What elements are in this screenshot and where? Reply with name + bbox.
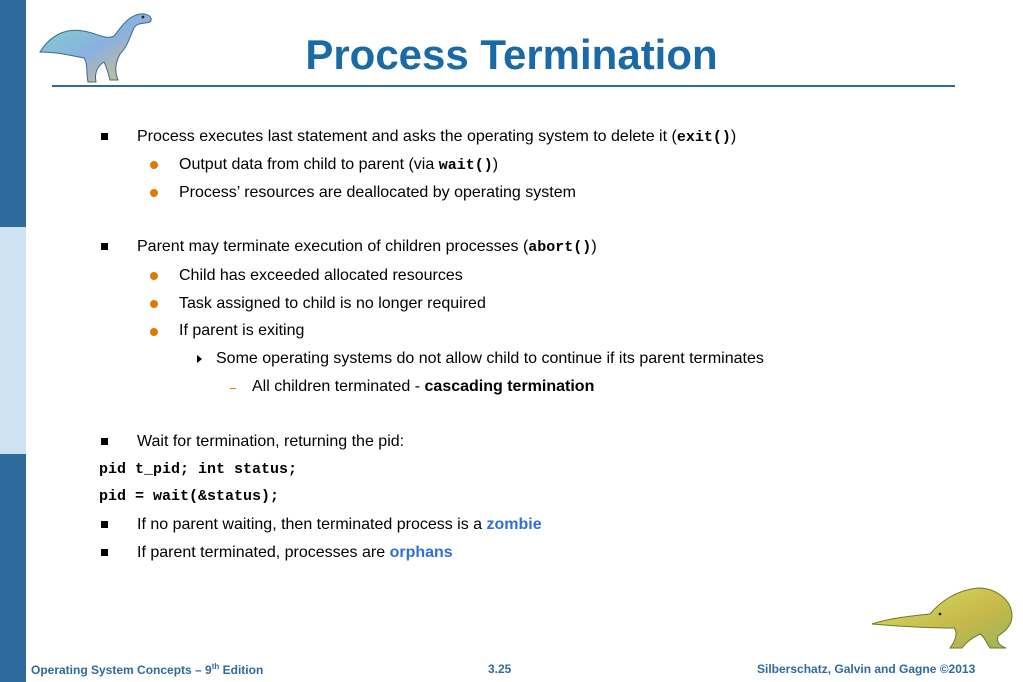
bullet-item (137, 515, 542, 535)
footer-authors: Silberschatz, Galvin and Gagne ©2013 (757, 662, 976, 676)
bullet-dot-icon (150, 189, 158, 197)
sub-bullet-item: Child has exceeded allocated resources (179, 267, 463, 284)
bullet-square-icon (101, 438, 108, 445)
bullet-square-icon (101, 133, 108, 140)
bullet-text: Output data from child to parent (via (179, 156, 439, 173)
sub-sub-bullet-item: Some operating systems do not allow child to continue if its parent terminates (216, 350, 764, 367)
bullet-square-icon (101, 243, 108, 250)
footer-edition-superscript: th (211, 662, 220, 671)
sub-sub-sub-bullet-item (252, 377, 594, 397)
side-band-bottom (0, 454, 26, 682)
slide-title: Process Termination (305, 31, 718, 78)
dinosaur-logo-bottom-icon (870, 584, 1016, 652)
bullet-item: Wait for termination, returning the pid: (137, 433, 405, 450)
term-zombie: zombie (486, 516, 542, 533)
code-abort: abort() (528, 239, 592, 256)
term-orphans: orphans (389, 544, 453, 561)
bullet-dot-icon (150, 161, 158, 169)
bullet-item (137, 543, 453, 563)
code-wait: wait() (438, 157, 493, 174)
footer-book-title (31, 662, 263, 677)
sub-bullet-item: Process’ resources are deallocated by operating system (179, 184, 576, 201)
bullet-text-tail: ) (591, 238, 597, 255)
bullet-text: If parent terminated, processes are (137, 544, 390, 561)
code-line-declaration: pid t_pid; int status; (99, 461, 298, 478)
bullet-text: Parent may terminate execution of children processes ( (137, 238, 529, 255)
code-exit: exit() (676, 129, 731, 146)
bullet-square-icon (101, 521, 108, 528)
bullet-dash-icon (230, 388, 236, 389)
bullet-dot-icon (150, 300, 158, 308)
bullet-dot-icon (150, 272, 158, 280)
sub-bullet-item: Task assigned to child is no longer required (179, 295, 486, 312)
sub-bullet-item: If parent is exiting (179, 322, 305, 339)
bullet-square-icon (101, 549, 108, 556)
footer-book-title-text: Operating System Concepts – 9 (31, 663, 212, 677)
bullet-triangle-icon (197, 355, 202, 363)
bullet-item (137, 237, 597, 258)
footer-edition-text: Edition (219, 663, 264, 677)
bullet-text: Process executes last statement and asks the operating system to delete it ( (137, 128, 677, 145)
bullet-text-tail: ) (730, 128, 737, 145)
sub-bullet-item (179, 155, 498, 176)
code-line-wait-call: pid = wait(&status); (99, 488, 280, 505)
term-cascading-termination: cascading termination (424, 378, 595, 395)
bullet-item (137, 127, 736, 148)
side-band-middle (0, 227, 26, 454)
bullet-text: If no parent waiting, then terminated process is a (137, 516, 487, 533)
footer-page-number: 3.25 (488, 662, 512, 676)
bullet-dot-icon (150, 328, 158, 336)
title-underline (52, 85, 955, 87)
bullet-text: All children terminated - (252, 378, 425, 395)
bullet-text-tail: ) (492, 156, 499, 173)
